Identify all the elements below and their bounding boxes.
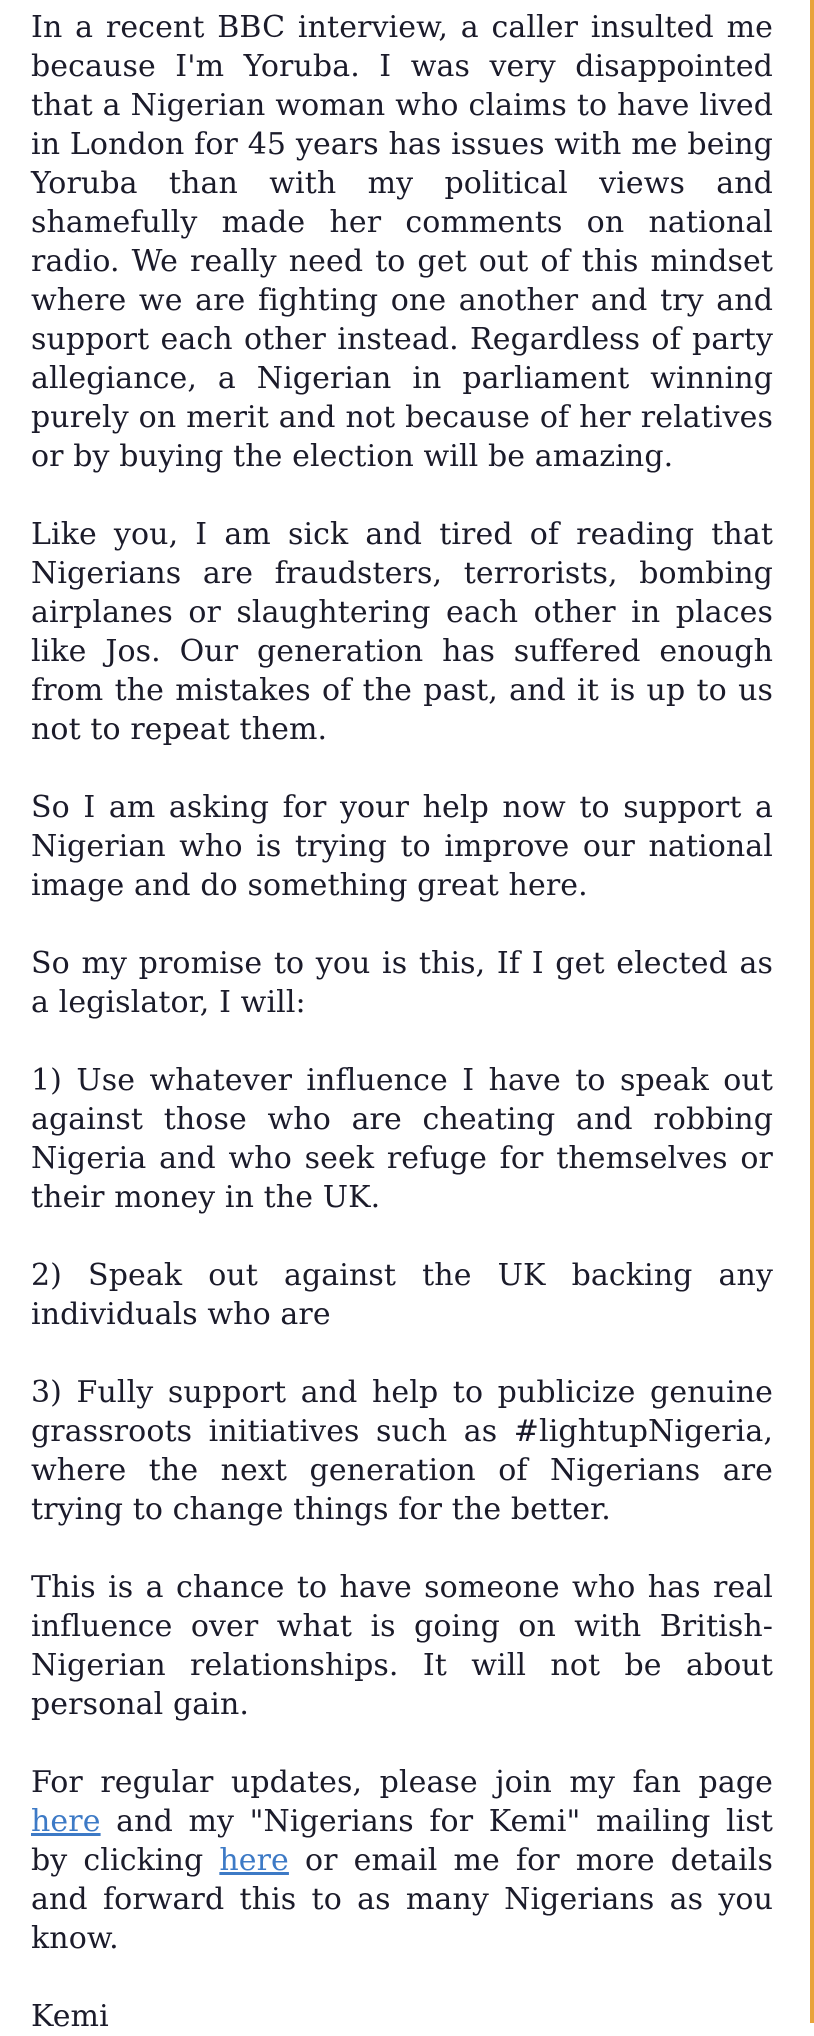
paragraph-asking-for-help: So I am asking for your help now to support a Nigerian who is trying to improve our national image and do something great here.	[31, 790, 773, 903]
promise-item-2: 2) Speak out against the UK backing any individuals who are	[31, 1258, 773, 1332]
updates-text-3: or email me for more details and forward this to as many Nigerians as you know.	[31, 1843, 773, 1956]
paragraph-updates	[31, 1763, 773, 1958]
fan-page-link[interactable]: here	[31, 1804, 101, 1839]
paragraph-chance: This is a chance to have someone who has real influence over what is going on with British-Nigerian relationships. It will not be about personal gain.	[31, 1570, 773, 1722]
updates-text-1: For regular updates, please join my fan page	[31, 1765, 773, 1800]
paragraph-sick-and-tired: Like you, I am sick and tired of reading that Nigerians are fraudsters, terrorists, bombing airplanes or slaughtering each other in places like Jos. Our generation has suffered enough from the mistakes of the past, and it is up to us not to repeat them.	[31, 517, 773, 747]
paragraph-bbc-interview: In a recent BBC interview, a caller insulted me because I'm Yoruba. I was very disappointed that a Nigerian woman who claims to have lived in London for 45 years has issues with me being Yoruba than with my political views and shamefully made her comments on national radio. We really need to get out of this mindset where we are fighting one another and try and support each other instead. Regardless of party allegiance, a Nigerian in parliament winning purely on merit and not because of her relatives or by buying the election will be amazing.	[31, 10, 773, 474]
letter-body	[31, 8, 773, 2036]
updates-text-2: and my "Nigerians for Kemi" mailing list by clicking	[31, 1804, 773, 1878]
signature: Kemi	[31, 1999, 109, 2034]
promise-item-1: 1) Use whatever influence I have to speak out against those who are cheating and robbing Nigeria and who seek refuge for themselves or their money in the UK.	[31, 1063, 773, 1215]
promise-item-3: 3) Fully support and help to publicize genuine grassroots initiatives such as #lightupNigeria, where the next generation of Nigerians are trying to change things for the better.	[31, 1375, 773, 1527]
right-border-accent	[810, 0, 814, 2023]
mailing-list-link[interactable]: here	[219, 1843, 289, 1878]
paragraph-promise: So my promise to you is this, If I get elected as a legislator, I will:	[31, 946, 773, 1020]
